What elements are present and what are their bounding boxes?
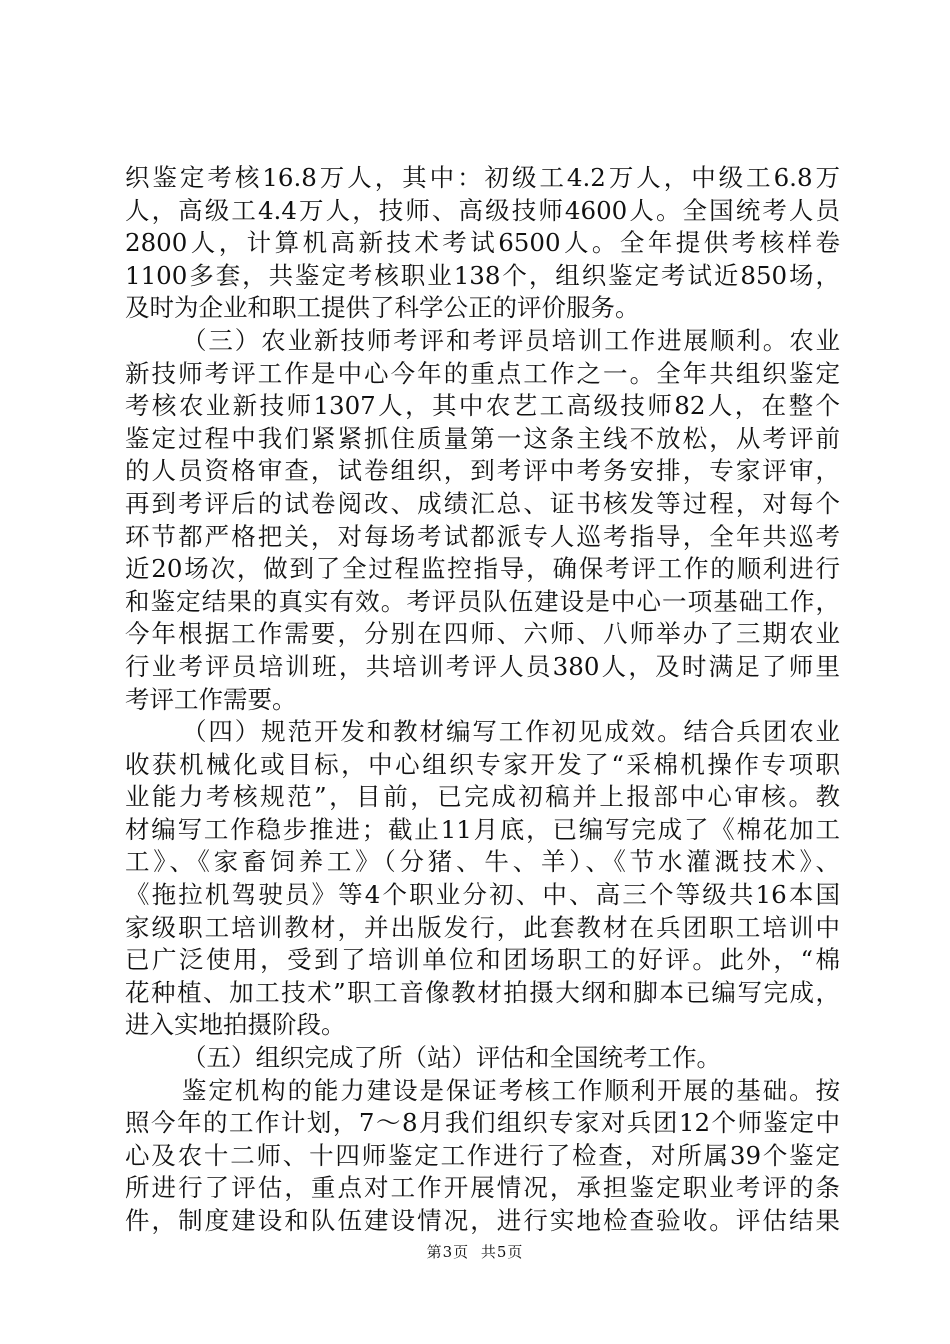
text-line: 1100多套，共鉴定考核职业138个，组织鉴定考试近850场， xyxy=(125,260,840,290)
text-line: 《拖拉机驾驶员》等4个职业分初、中、高三个等级共16本国 xyxy=(125,880,840,910)
page-footer xyxy=(0,1241,950,1262)
page-total: 共5页 xyxy=(480,1243,524,1261)
text-line: 考评工作需要。 xyxy=(125,684,297,714)
text-line: 的人员资格审查，试卷组织，到考评中考务安排，专家评审， xyxy=(125,456,840,486)
text-line: 环节都严格把关，对每场考试都派专人巡考指导，全年共巡考 xyxy=(125,521,840,551)
text-line: 材编写工作稳步推进；截止11月底，已编写完成了《棉花加工 xyxy=(125,814,840,844)
text-line: 2800人，计算机高新技术考试6500人。全年提供考核样卷 xyxy=(125,228,840,258)
text-line: 近20场次，做到了全过程监控指导，确保考评工作的顺利进行 xyxy=(125,554,840,584)
text-line: （三）农业新技师考评和考评员培训工作进展顺利。农业 xyxy=(182,325,840,355)
text-line: 人，高级工4.4万人，技师、高级技师4600人。全国统考人员 xyxy=(125,195,840,225)
text-line: 心及农十二师、十四师鉴定工作进行了检查，对所属39个鉴定 xyxy=(125,1140,840,1170)
text-line: 家级职工培训教材，并出版发行，此套教材在兵团职工培训中 xyxy=(125,912,840,942)
text-line: 已广泛使用，受到了培训单位和团场职工的好评。此外，“棉 xyxy=(125,945,840,975)
text-line: 及时为企业和职工提供了科学公正的评价服务。 xyxy=(125,293,640,323)
text-line: （五）组织完成了所（站）评估和全国统考工作。 xyxy=(182,1043,721,1073)
document-body xyxy=(125,162,840,1238)
text-line: 件，制度建设和队伍建设情况，进行实地检查验收。评估结果 xyxy=(125,1206,840,1235)
page-number: 第3页 xyxy=(426,1243,470,1261)
text-line: （四）规范开发和教材编写工作初见成效。结合兵团农业 xyxy=(182,717,840,747)
text-line: 收获机械化或目标，中心组织专家开发了“采棉机操作专项职 xyxy=(125,749,840,779)
text-line: 再到考评后的试卷阅改、成绩汇总、证书核发等过程，对每个 xyxy=(125,488,840,518)
text-line: 业能力考核规范”，目前，已完成初稿并上报部中心审核。教 xyxy=(125,782,840,812)
text-line: 鉴定机构的能力建设是保证考核工作顺利开展的基础。按 xyxy=(182,1075,840,1105)
text-line: 考核农业新技师1307人，其中农艺工高级技师82人，在整个 xyxy=(125,391,840,421)
text-line: 和鉴定结果的真实有效。考评员队伍建设是中心一项基础工作， xyxy=(125,586,840,616)
text-line: 鉴定过程中我们紧紧抓住质量第一这条主线不放松，从考评前 xyxy=(125,423,840,453)
text-line: 新技师考评工作是中心今年的重点工作之一。全年共组织鉴定 xyxy=(125,358,840,388)
text-line: 花种植、加工技术”职工音像教材拍摄大纲和脚本已编写完成， xyxy=(125,977,840,1007)
text-line: 织鉴定考核16.8万人，其中：初级工4.2万人，中级工6.8万 xyxy=(125,163,840,192)
text-line: 照今年的工作计划，7～8月我们组织专家对兵团12个师鉴定中 xyxy=(125,1108,840,1138)
text-line: 进入实地拍摄阶段。 xyxy=(125,1010,346,1040)
text-line: 行业考评员培训班，共培训考评人员380人，及时满足了师里 xyxy=(125,651,840,681)
text-line: 今年根据工作需要，分别在四师、六师、八师举办了三期农业 xyxy=(125,619,840,649)
text-line: 工》、《家畜饲养工》（分猪、牛、羊）、《节水灌溉技术》、 xyxy=(125,847,840,877)
text-line: 所进行了评估，重点对工作开展情况，承担鉴定职业考评的条 xyxy=(125,1173,840,1203)
